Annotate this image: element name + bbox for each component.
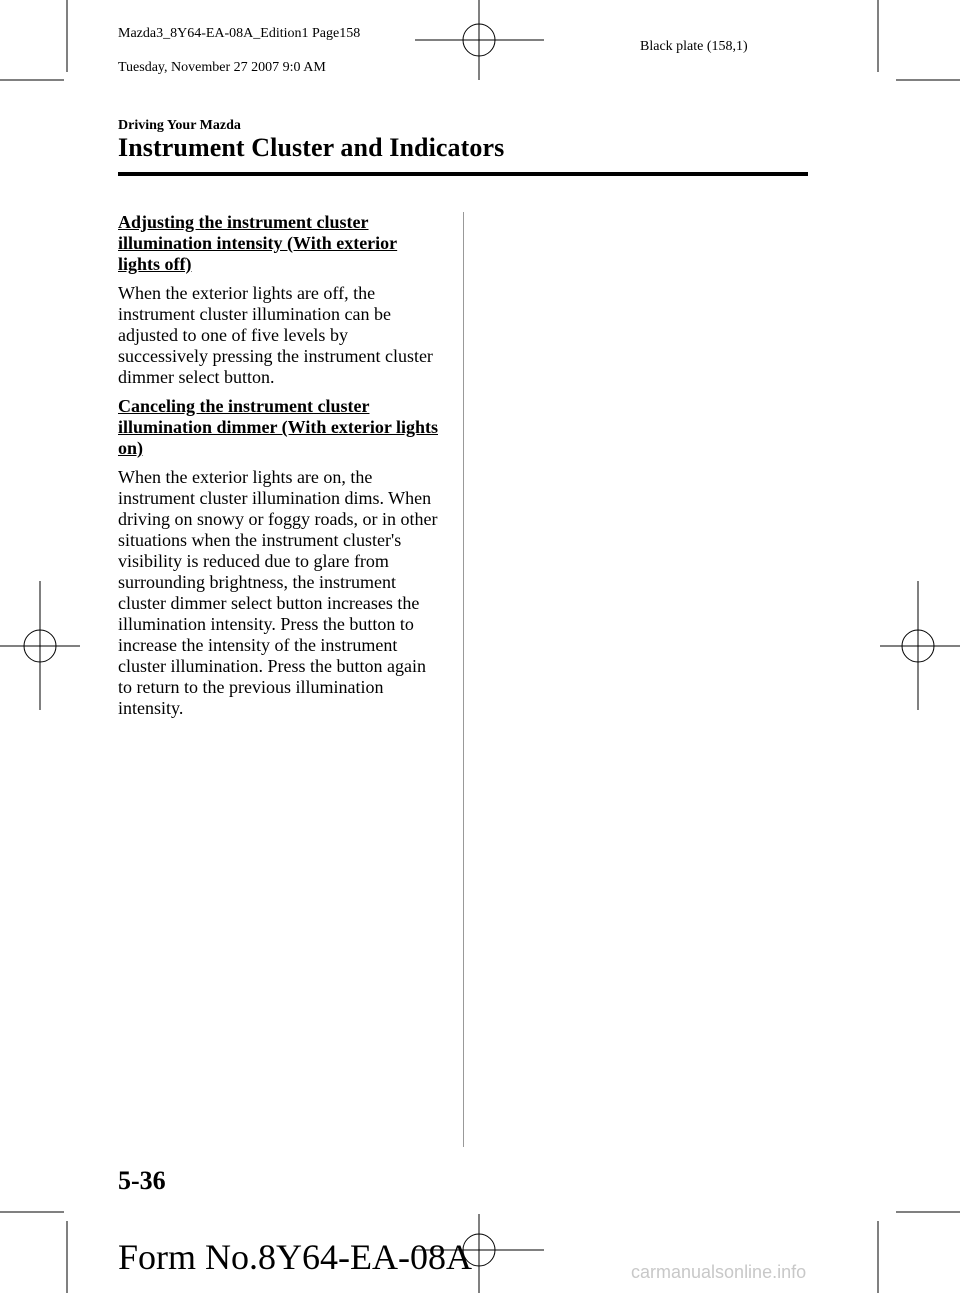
section-label: Driving Your Mazda (118, 118, 241, 133)
paragraph-canceling: When the exterior lights are on, the instrument cluster illumination dims. When driving on snowy or foggy roads, or in other situations when the instrument cluster's visibility is reduced due to glare from surrounding brightness, the instrument cluster dimmer select button increases the illumination intensity. Press the button to increase the intensity of the instrument cluster illumination. Press the button again to return to the previous illumination intensity. (118, 467, 438, 718)
print-job-filename: Mazda3_8Y64-EA-08A_Edition1 Page158 (118, 26, 361, 41)
plate-label: Black plate (158,1) (640, 39, 748, 54)
paragraph-adjusting: When the exterior lights are off, the instrument cluster illumination can be adjusted to one of five levels by successively pressing the instrument cluster dimmer select button. (118, 283, 433, 387)
page-title: Instrument Cluster and Indicators (118, 133, 505, 162)
column-divider (463, 212, 464, 1147)
page-number: 5-36 (118, 1166, 166, 1195)
subheading-adjusting: Adjusting the instrument cluster illumination intensity (With exterior lights off) (118, 212, 398, 274)
watermark-text: carmanualsonline.info (631, 1262, 807, 1282)
title-rule (118, 172, 808, 176)
print-job-timestamp: Tuesday, November 27 2007 9:0 AM (118, 60, 326, 75)
subheading-canceling: Canceling the instrument cluster illumination dimmer (With exterior lights on) (118, 396, 438, 458)
form-number: Form No.8Y64-EA-08A (118, 1237, 472, 1277)
main-column (118, 212, 440, 727)
